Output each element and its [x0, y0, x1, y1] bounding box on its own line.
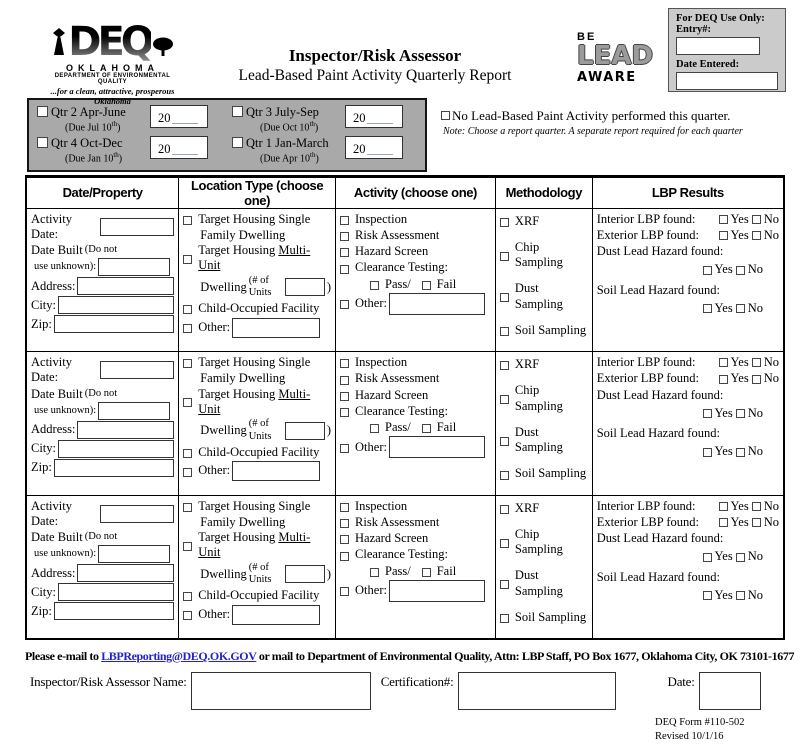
quarter-note: Note: Choose a report quarter. A separate report required for each quarter — [443, 126, 743, 137]
city-input[interactable] — [58, 440, 174, 458]
assessor-name-label: Inspector/Risk Assessor Name: — [30, 674, 187, 690]
checkbox-dust-hazard-yes[interactable] — [703, 266, 712, 275]
date-built-label: Date Built — [31, 243, 83, 258]
deq-logo-text: DEQ — [68, 19, 151, 65]
pass-label: Pass/ — [385, 276, 411, 291]
activity-other-input[interactable] — [389, 436, 485, 458]
year-blank-line — [367, 123, 393, 124]
activity-date-input[interactable] — [100, 505, 174, 523]
no-label: No — [747, 262, 763, 277]
checkbox-soil-hazard-yes[interactable] — [703, 448, 712, 457]
activity-date-label: Activity Date: — [31, 355, 72, 385]
cell-lbp-results — [592, 495, 784, 639]
activity-other-label: Other: — [355, 439, 387, 454]
activity-other-label: Other: — [355, 296, 387, 311]
hazard-screen-label: Hazard Screen — [355, 387, 429, 402]
deq-use-only-box — [668, 8, 786, 92]
cell-lbp-results — [592, 352, 784, 496]
xrf-label: XRF — [514, 500, 540, 515]
qtr1-due: (Due Apr 10th) — [260, 151, 319, 165]
address-label: Address: — [31, 278, 76, 293]
checkbox-chip-sampling[interactable] — [500, 252, 509, 261]
units-close: ) — [326, 566, 332, 581]
col-header-lbp-results: LBP Results — [592, 176, 784, 208]
checkbox-target-housing-multi[interactable] — [183, 255, 192, 264]
title-block — [200, 46, 550, 85]
child-occupied-label: Child-Occupied Facility — [198, 444, 320, 459]
cell-activity — [336, 208, 496, 352]
date-entered-label: Date Entered: — [676, 59, 740, 70]
activity-table — [25, 175, 785, 641]
soil-hazard-label: Soil Lead Hazard found: — [596, 426, 720, 441]
table-row — [26, 352, 784, 496]
col-header-methodology: Methodology — [495, 176, 592, 208]
dust-hazard-label: Dust Lead Hazard found: — [596, 387, 724, 402]
checkbox-activity-other[interactable] — [340, 300, 349, 309]
checkbox-interior-yes[interactable] — [719, 215, 728, 224]
page-title: Inspector/Risk Assessor — [288, 46, 462, 65]
checkbox-fail[interactable] — [422, 424, 431, 433]
be-lead-aware-logo — [577, 32, 662, 84]
units-close: ) — [326, 423, 332, 438]
no-label: No — [747, 300, 763, 315]
quarter-item-qtr1 — [232, 136, 417, 164]
zip-label: Zip: — [31, 460, 52, 475]
units-label: (# of Units — [248, 274, 272, 299]
date-built-note1: (Do not — [84, 531, 118, 543]
soil-hazard-label: Soil Lead Hazard found: — [596, 282, 720, 297]
qtr2-year-input[interactable]: 20 — [150, 105, 208, 128]
checkbox-soil-hazard-no[interactable] — [736, 304, 745, 313]
checkbox-exterior-yes[interactable] — [719, 231, 728, 240]
checkbox-risk-assessment[interactable] — [340, 376, 349, 385]
checkbox-pass[interactable] — [370, 424, 379, 433]
address-input[interactable] — [77, 277, 174, 295]
zip-input[interactable] — [54, 315, 174, 333]
qtr1-year-input[interactable]: 20 — [345, 136, 403, 159]
cell-activity — [336, 495, 496, 639]
deq-use-title: For DEQ Use Only: — [676, 13, 765, 24]
checkbox-soil-sampling[interactable] — [500, 614, 509, 623]
no-label: No — [763, 514, 779, 529]
checkbox-hazard-screen[interactable] — [340, 535, 349, 544]
deq-logo — [40, 19, 185, 106]
interior-lbp-label: Interior LBP found: — [596, 211, 696, 226]
chip-sampling-label: Chip Sampling — [514, 239, 563, 270]
checkbox-location-other[interactable] — [183, 611, 192, 620]
checkbox-no-activity[interactable] — [441, 111, 450, 120]
table-row — [26, 208, 784, 352]
activity-other-label: Other: — [355, 583, 387, 598]
quarter-item-qtr4 — [37, 136, 222, 164]
zip-input[interactable] — [54, 459, 174, 477]
checkbox-activity-other[interactable] — [340, 587, 349, 596]
col-header-activity: Activity (choose one) — [336, 176, 496, 208]
date-input[interactable] — [699, 672, 761, 710]
checkbox-interior-no[interactable] — [752, 358, 761, 367]
certification-label: Certification#: — [380, 674, 454, 690]
hazard-screen-label: Hazard Screen — [355, 531, 429, 546]
yes-label: Yes — [730, 211, 749, 226]
date-built-label: Date Built — [31, 530, 83, 545]
cell-location-type — [179, 208, 336, 352]
checkbox-exterior-no[interactable] — [752, 375, 761, 384]
checkbox-risk-assessment[interactable] — [340, 519, 349, 528]
yes-label: Yes — [730, 227, 749, 242]
no-label: No — [747, 549, 763, 564]
checkbox-clearance-testing[interactable] — [340, 265, 349, 274]
yes-label: Yes — [714, 587, 733, 602]
city-label: City: — [31, 441, 57, 456]
units-label: (# of Units — [248, 418, 272, 442]
table-header-row — [26, 176, 784, 208]
yes-label: Yes — [714, 444, 733, 459]
fail-label: Fail — [436, 563, 457, 578]
checkbox-chip-sampling[interactable] — [500, 395, 509, 404]
checkbox-inspection[interactable] — [340, 359, 349, 368]
qtr2-due: (Due Jul 10th) — [65, 120, 121, 134]
yes-label: Yes — [714, 405, 733, 420]
page-subtitle: Lead-Based Paint Activity Quarterly Report — [238, 67, 512, 84]
risk-assessment-label: Risk Assessment — [355, 227, 440, 242]
checkbox-soil-hazard-no[interactable] — [736, 591, 745, 600]
dust-sampling-label: Dust Sampling — [514, 424, 563, 455]
yes-label: Yes — [714, 262, 733, 277]
no-label: No — [763, 371, 779, 386]
units-close: ) — [326, 279, 332, 294]
child-occupied-label: Child-Occupied Facility — [198, 588, 320, 603]
cell-location-type — [179, 352, 336, 496]
checkbox-child-occupied[interactable] — [183, 592, 192, 601]
checkbox-qtr1[interactable] — [232, 137, 243, 148]
units-label: (# of Units — [248, 561, 272, 586]
cell-methodology — [495, 495, 592, 639]
assessor-name-input[interactable] — [191, 672, 371, 710]
pass-label: Pass/ — [385, 420, 411, 435]
city-label: City: — [31, 297, 57, 312]
quarter-item-qtr2 — [37, 105, 222, 133]
address-input[interactable] — [77, 421, 174, 439]
no-activity-block — [427, 98, 743, 172]
target-housing-single-label: Target Housing Single — [198, 355, 311, 370]
checkbox-dust-sampling[interactable] — [500, 293, 509, 302]
checkbox-interior-yes[interactable] — [719, 358, 728, 367]
checkbox-inspection[interactable] — [340, 216, 349, 225]
dust-sampling-label: Dust Sampling — [514, 281, 563, 311]
clearance-testing-label: Clearance Testing: — [355, 403, 448, 418]
qtr3-due: (Due Oct 10th) — [260, 120, 319, 134]
year-blank-line — [172, 123, 198, 124]
checkbox-dust-hazard-yes[interactable] — [703, 553, 712, 562]
city-input[interactable] — [58, 583, 174, 601]
clearance-testing-label: Clearance Testing: — [355, 260, 448, 275]
location-other-label: Other: — [198, 606, 231, 621]
checkbox-fail[interactable] — [422, 568, 431, 577]
location-other-input[interactable] — [232, 461, 320, 481]
soil-sampling-label: Soil Sampling — [514, 322, 587, 337]
checkbox-soil-hazard-yes[interactable] — [703, 304, 712, 313]
form-number-block — [655, 716, 800, 744]
cell-location-type — [179, 495, 336, 639]
pass-label: Pass/ — [385, 563, 411, 578]
certification-input[interactable] — [458, 672, 616, 710]
entry-input[interactable] — [676, 37, 760, 55]
dwelling-label: Dwelling — [200, 423, 247, 438]
quarter-section — [27, 98, 800, 172]
qtr2-label: Qtr 2 Apr-June — [51, 105, 126, 119]
date-built-input[interactable] — [98, 545, 170, 563]
checkbox-pass[interactable] — [370, 281, 379, 290]
checkbox-qtr3[interactable] — [232, 106, 243, 117]
inspection-label: Inspection — [355, 498, 408, 513]
be-text: BE — [577, 31, 597, 43]
activity-date-label: Activity Date: — [31, 498, 72, 528]
checkbox-soil-sampling[interactable] — [500, 327, 509, 336]
checkbox-location-other[interactable] — [183, 468, 192, 477]
aware-text: AWARE — [577, 70, 637, 85]
checkbox-activity-other[interactable] — [340, 444, 349, 453]
city-input[interactable] — [58, 296, 174, 314]
yes-label: Yes — [730, 514, 749, 529]
revised-date: Revised 10/1/16 — [655, 731, 724, 743]
xrf-label: XRF — [514, 357, 540, 372]
checkbox-exterior-yes[interactable] — [719, 375, 728, 384]
tagline-text: ...for a clean, attractive, prosperous Oklahoma — [50, 86, 175, 106]
no-label: No — [763, 211, 779, 226]
windmill-icon — [51, 27, 67, 62]
qtr4-due: (Due Jan 10th) — [65, 151, 123, 165]
date-built-note2: use unknown): — [34, 548, 97, 559]
soil-sampling-label: Soil Sampling — [514, 466, 587, 481]
checkbox-child-occupied[interactable] — [183, 449, 192, 458]
soil-sampling-label: Soil Sampling — [514, 609, 587, 624]
cell-lbp-results — [592, 208, 784, 352]
clearance-testing-label: Clearance Testing: — [355, 547, 448, 562]
checkbox-interior-no[interactable] — [752, 215, 761, 224]
checkbox-dust-hazard-no[interactable] — [736, 266, 745, 275]
exterior-lbp-label: Exterior LBP found: — [596, 514, 699, 529]
checkbox-dust-hazard-no[interactable] — [736, 409, 745, 418]
email-link[interactable]: LBPReporting@DEQ.OK.GOV — [101, 649, 257, 664]
form-number: DEQ Form #110-502 — [655, 717, 745, 729]
target-housing-multi-label: Target Housing Multi-Unit — [198, 530, 311, 560]
yes-label: Yes — [714, 549, 733, 564]
units-input[interactable] — [285, 278, 325, 296]
checkbox-fail[interactable] — [422, 281, 431, 290]
child-occupied-label: Child-Occupied Facility — [198, 301, 320, 316]
mail-instruction — [25, 649, 795, 664]
address-label: Address: — [31, 565, 76, 580]
qtr3-label: Qtr 3 July-Sep — [246, 105, 319, 119]
activity-date-label: Activity Date: — [31, 211, 72, 241]
chip-sampling-label: Chip Sampling — [514, 526, 563, 557]
table-row — [26, 495, 784, 639]
checkbox-qtr2[interactable] — [37, 106, 48, 117]
checkbox-clearance-testing[interactable] — [340, 552, 349, 561]
quarter-band — [27, 98, 427, 172]
yes-label: Yes — [730, 498, 749, 513]
activity-date-input[interactable] — [100, 361, 174, 379]
interior-lbp-label: Interior LBP found: — [596, 355, 696, 370]
col-header-date-property: Date/Property — [26, 176, 179, 208]
date-built-note2: use unknown): — [34, 261, 97, 272]
dwelling-label: Dwelling — [200, 279, 247, 294]
no-label: No — [747, 405, 763, 420]
zip-input[interactable] — [54, 602, 174, 620]
checkbox-chip-sampling[interactable] — [500, 539, 509, 548]
date-built-label: Date Built — [31, 386, 83, 401]
checkbox-clearance-testing[interactable] — [340, 408, 349, 417]
cell-date-property — [26, 495, 179, 639]
activity-other-input[interactable] — [389, 293, 485, 315]
cell-methodology — [495, 208, 592, 352]
signature-row — [30, 672, 800, 710]
checkbox-target-housing-multi[interactable] — [183, 398, 192, 407]
year-blank-line — [172, 154, 198, 155]
dust-hazard-label: Dust Lead Hazard found: — [596, 244, 724, 259]
no-label: No — [763, 498, 779, 513]
checkbox-target-housing-single[interactable] — [183, 359, 192, 368]
checkbox-dust-hazard-yes[interactable] — [703, 409, 712, 418]
cell-date-property — [26, 352, 179, 496]
date-built-input[interactable] — [98, 402, 170, 420]
target-housing-single-label-2: Family Dwelling — [200, 371, 286, 386]
date-built-note1: (Do not — [84, 244, 118, 256]
checkbox-risk-assessment[interactable] — [340, 232, 349, 241]
date-label: Date: — [667, 674, 695, 690]
risk-assessment-label: Risk Assessment — [355, 514, 440, 529]
checkbox-exterior-no[interactable] — [752, 231, 761, 240]
checkbox-interior-no[interactable] — [752, 502, 761, 511]
no-label: No — [763, 227, 779, 242]
hazard-screen-label: Hazard Screen — [355, 244, 429, 259]
cell-activity — [336, 352, 496, 496]
target-housing-single-label: Target Housing Single — [198, 211, 311, 226]
checkbox-target-housing-multi[interactable] — [183, 542, 192, 551]
checkbox-soil-hazard-no[interactable] — [736, 448, 745, 457]
inspection-label: Inspection — [355, 355, 408, 370]
form-header — [0, 0, 800, 106]
date-built-input[interactable] — [98, 258, 170, 276]
target-housing-single-label: Target Housing Single — [198, 498, 311, 513]
checkbox-dust-hazard-no[interactable] — [736, 553, 745, 562]
dust-hazard-label: Dust Lead Hazard found: — [596, 531, 724, 546]
dust-sampling-label: Dust Sampling — [514, 568, 563, 598]
year-blank-line — [367, 154, 393, 155]
no-label: No — [747, 587, 763, 602]
department-text: DEPARTMENT OF ENVIRONMENTAL QUALITY — [54, 73, 171, 85]
date-entered-input[interactable] — [676, 72, 778, 90]
zip-label: Zip: — [31, 603, 52, 618]
activity-other-input[interactable] — [389, 580, 485, 602]
checkbox-child-occupied[interactable] — [183, 305, 192, 314]
checkbox-xrf[interactable] — [500, 505, 509, 514]
quarter-item-qtr3 — [232, 105, 417, 133]
yes-label: Yes — [714, 300, 733, 315]
checkbox-inspection[interactable] — [340, 503, 349, 512]
checkbox-xrf[interactable] — [500, 218, 509, 227]
qtr3-year-input[interactable]: 20 — [345, 105, 403, 128]
qtr1-label: Qtr 1 Jan-March — [246, 136, 329, 151]
inspection-label: Inspection — [355, 211, 408, 226]
location-other-label: Other: — [198, 463, 231, 478]
location-other-label: Other: — [198, 319, 231, 334]
mail-post-text: or mail to Department of Environmental Quality, Attn: LBP Staff, PO Box 1677, Oklahoma City, OK 73101-1677 — [258, 649, 795, 664]
units-input[interactable] — [285, 422, 325, 440]
checkbox-soil-hazard-yes[interactable] — [703, 591, 712, 600]
cell-date-property — [26, 208, 179, 352]
checkbox-target-housing-single[interactable] — [183, 503, 192, 512]
tree-icon — [152, 37, 174, 62]
checkbox-soil-sampling[interactable] — [500, 471, 509, 480]
risk-assessment-label: Risk Assessment — [355, 371, 440, 386]
checkbox-target-housing-single[interactable] — [183, 216, 192, 225]
chip-sampling-label: Chip Sampling — [514, 383, 563, 413]
address-label: Address: — [31, 422, 76, 437]
date-built-note2: use unknown): — [34, 404, 97, 416]
activity-date-input[interactable] — [100, 218, 174, 236]
location-other-input[interactable] — [232, 318, 320, 338]
entry-label: Entry#: — [676, 24, 711, 35]
cell-methodology — [495, 352, 592, 496]
checkbox-location-other[interactable] — [183, 324, 192, 333]
checkbox-exterior-no[interactable] — [752, 518, 761, 527]
dwelling-label: Dwelling — [200, 566, 247, 581]
checkbox-xrf[interactable] — [500, 361, 509, 370]
col-header-location-type: Location Type (choose one) — [179, 176, 336, 208]
checkbox-interior-yes[interactable] — [719, 502, 728, 511]
checkbox-dust-sampling[interactable] — [500, 437, 509, 446]
address-input[interactable] — [77, 564, 174, 582]
exterior-lbp-label: Exterior LBP found: — [596, 371, 699, 386]
checkbox-hazard-screen[interactable] — [340, 248, 349, 257]
no-activity-label: No Lead-Based Paint Activity performed this quarter. — [452, 108, 731, 123]
qtr4-year-input[interactable]: 20 — [150, 136, 208, 159]
checkbox-qtr4[interactable] — [37, 137, 48, 148]
exterior-lbp-label: Exterior LBP found: — [596, 227, 699, 242]
target-housing-multi-label: Target Housing Multi-Unit — [198, 243, 311, 273]
lead-text: LEAD — [577, 41, 654, 71]
target-housing-single-label-2: Family Dwelling — [200, 514, 286, 529]
checkbox-hazard-screen[interactable] — [340, 392, 349, 401]
zip-label: Zip: — [31, 316, 52, 331]
yes-label: Yes — [730, 355, 749, 370]
no-label: No — [763, 355, 779, 370]
no-label: No — [747, 444, 763, 459]
city-label: City: — [31, 584, 57, 599]
xrf-label: XRF — [514, 213, 540, 228]
units-input[interactable] — [285, 565, 325, 583]
soil-hazard-label: Soil Lead Hazard found: — [596, 569, 720, 584]
checkbox-dust-sampling[interactable] — [500, 580, 509, 589]
fail-label: Fail — [436, 420, 457, 435]
mail-pre-text: Please e-mail to — [25, 649, 99, 664]
oklahoma-text: OKLAHOMA — [66, 63, 159, 73]
qtr4-label: Qtr 4 Oct-Dec — [51, 136, 123, 151]
interior-lbp-label: Interior LBP found: — [596, 498, 696, 513]
checkbox-pass[interactable] — [370, 568, 379, 577]
yes-label: Yes — [730, 371, 749, 386]
target-housing-multi-label: Target Housing Multi-Unit — [198, 386, 311, 416]
target-housing-single-label-2: Family Dwelling — [200, 227, 286, 242]
date-built-note1: (Do not — [84, 387, 118, 399]
fail-label: Fail — [436, 276, 457, 291]
checkbox-exterior-yes[interactable] — [719, 518, 728, 527]
location-other-input[interactable] — [232, 605, 320, 625]
